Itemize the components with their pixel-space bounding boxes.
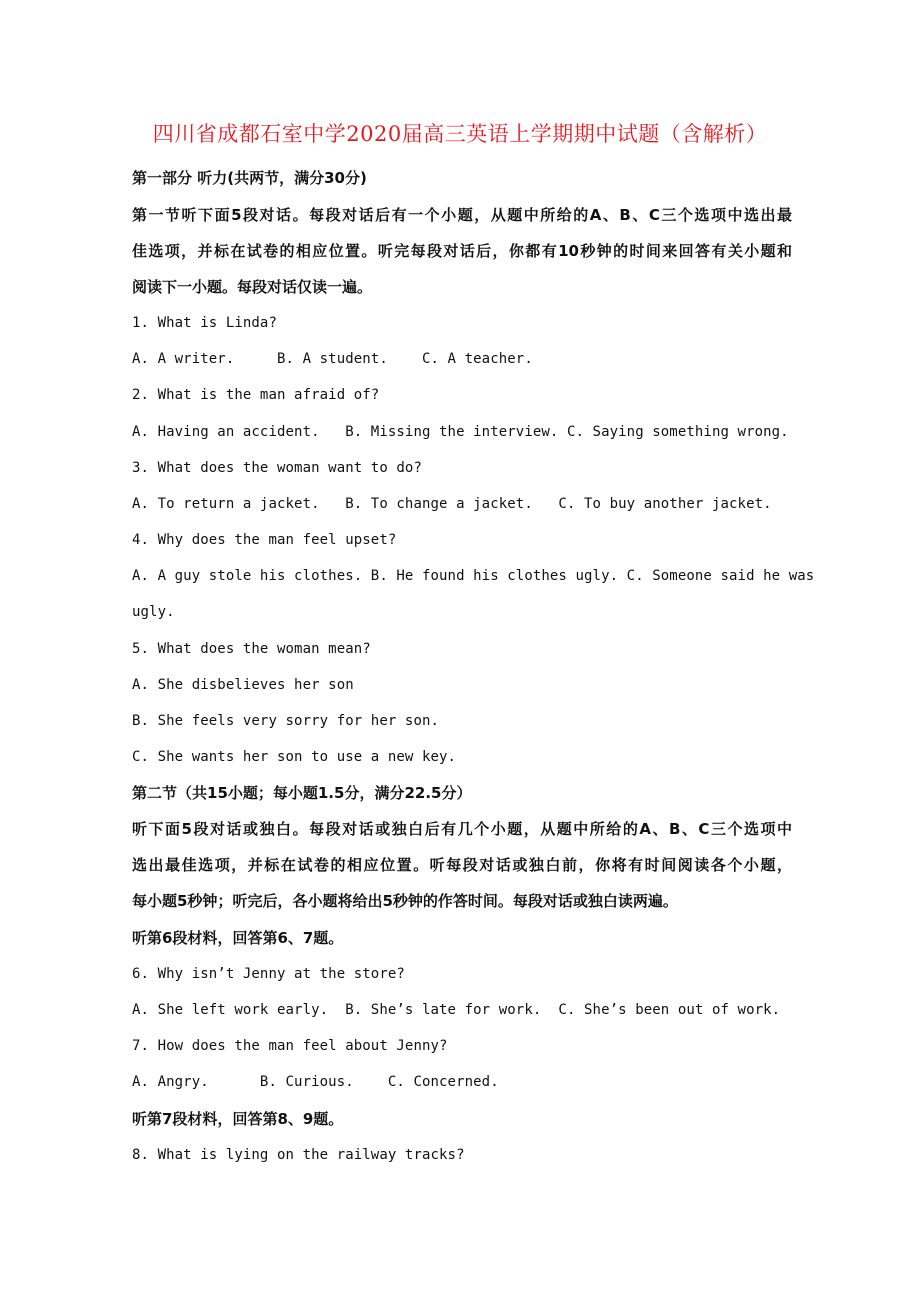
section1-instructions-line-2: 佳选项，并标在试卷的相应位置。听完每段对话后，你都有10秒钟的时间来回答有关小题和 xyxy=(132,242,792,260)
document-title: 四川省成都石室中学2020届高三英语上学期期中试题（含解析） xyxy=(152,122,768,146)
question-4: 4. Why does the man feel upset? xyxy=(132,532,397,548)
question-5-option-a: A. She disbelieves her son xyxy=(132,677,354,693)
question-7-options: A. Angry. B. Curious. C. Concerned. xyxy=(132,1074,499,1090)
question-8: 8. What is lying on the railway tracks? xyxy=(132,1147,465,1163)
question-7: 7. How does the man feel about Jenny? xyxy=(132,1038,448,1054)
section2-instructions-line-2: 选出最佳选项，并标在试卷的相应位置。听每段对话或独白前，你将有时间阅读各个小题， xyxy=(132,856,792,874)
question-5-option-c: C. She wants her son to use a new key. xyxy=(132,749,457,765)
material-6-heading: 听第6段材料，回答第6、7题。 xyxy=(132,929,344,947)
question-3-options: A. To return a jacket. B. To change a jacket. C. To buy another jacket. xyxy=(132,496,772,512)
question-4-options-line-1: A. A guy stole his clothes. B. He found his clothes ugly. C. Someone said he was xyxy=(132,568,815,584)
part1-heading: 第一部分 听力(共两节，满分30分) xyxy=(132,169,367,187)
section1-instructions-line-3: 阅读下一小题。每段对话仅读一遍。 xyxy=(132,278,373,296)
question-5-option-b: B. She feels very sorry for her son. xyxy=(132,713,440,729)
question-2: 2. What is the man afraid of? xyxy=(132,387,380,403)
section2-instructions-line-1: 听下面5段对话或独白。每段对话或独白后有几个小题，从题中所给的A、B、C三个选项中 xyxy=(132,820,792,838)
question-2-options: A. Having an accident. B. Missing the interview. C. Saying something wrong. xyxy=(132,424,789,440)
question-6-options: A. She left work early. B. She’s late for work. C. She’s been out of work. xyxy=(132,1002,781,1018)
question-1-options: A. A writer. B. A student. C. A teacher. xyxy=(132,351,533,367)
section2-heading: 第二节（共15小题；每小题1.5分，满分22.5分） xyxy=(132,784,472,802)
question-6: 6. Why isn’t Jenny at the store? xyxy=(132,966,405,982)
section2-instructions-line-3: 每小题5秒钟；听完后，各小题将给出5秒钟的作答时间。每段对话或独白读两遍。 xyxy=(132,892,678,910)
section1-instructions-line-1: 第一节听下面5段对话。每段对话后有一个小题，从题中所给的A、B、C三个选项中选出最 xyxy=(132,206,792,224)
question-3: 3. What does the woman want to do? xyxy=(132,460,422,476)
material-7-heading: 听第7段材料，回答第8、9题。 xyxy=(132,1110,344,1128)
question-1: 1. What is Linda? xyxy=(132,315,277,331)
question-5: 5. What does the woman mean? xyxy=(132,641,371,657)
question-4-options-line-2: ugly. xyxy=(132,604,175,620)
